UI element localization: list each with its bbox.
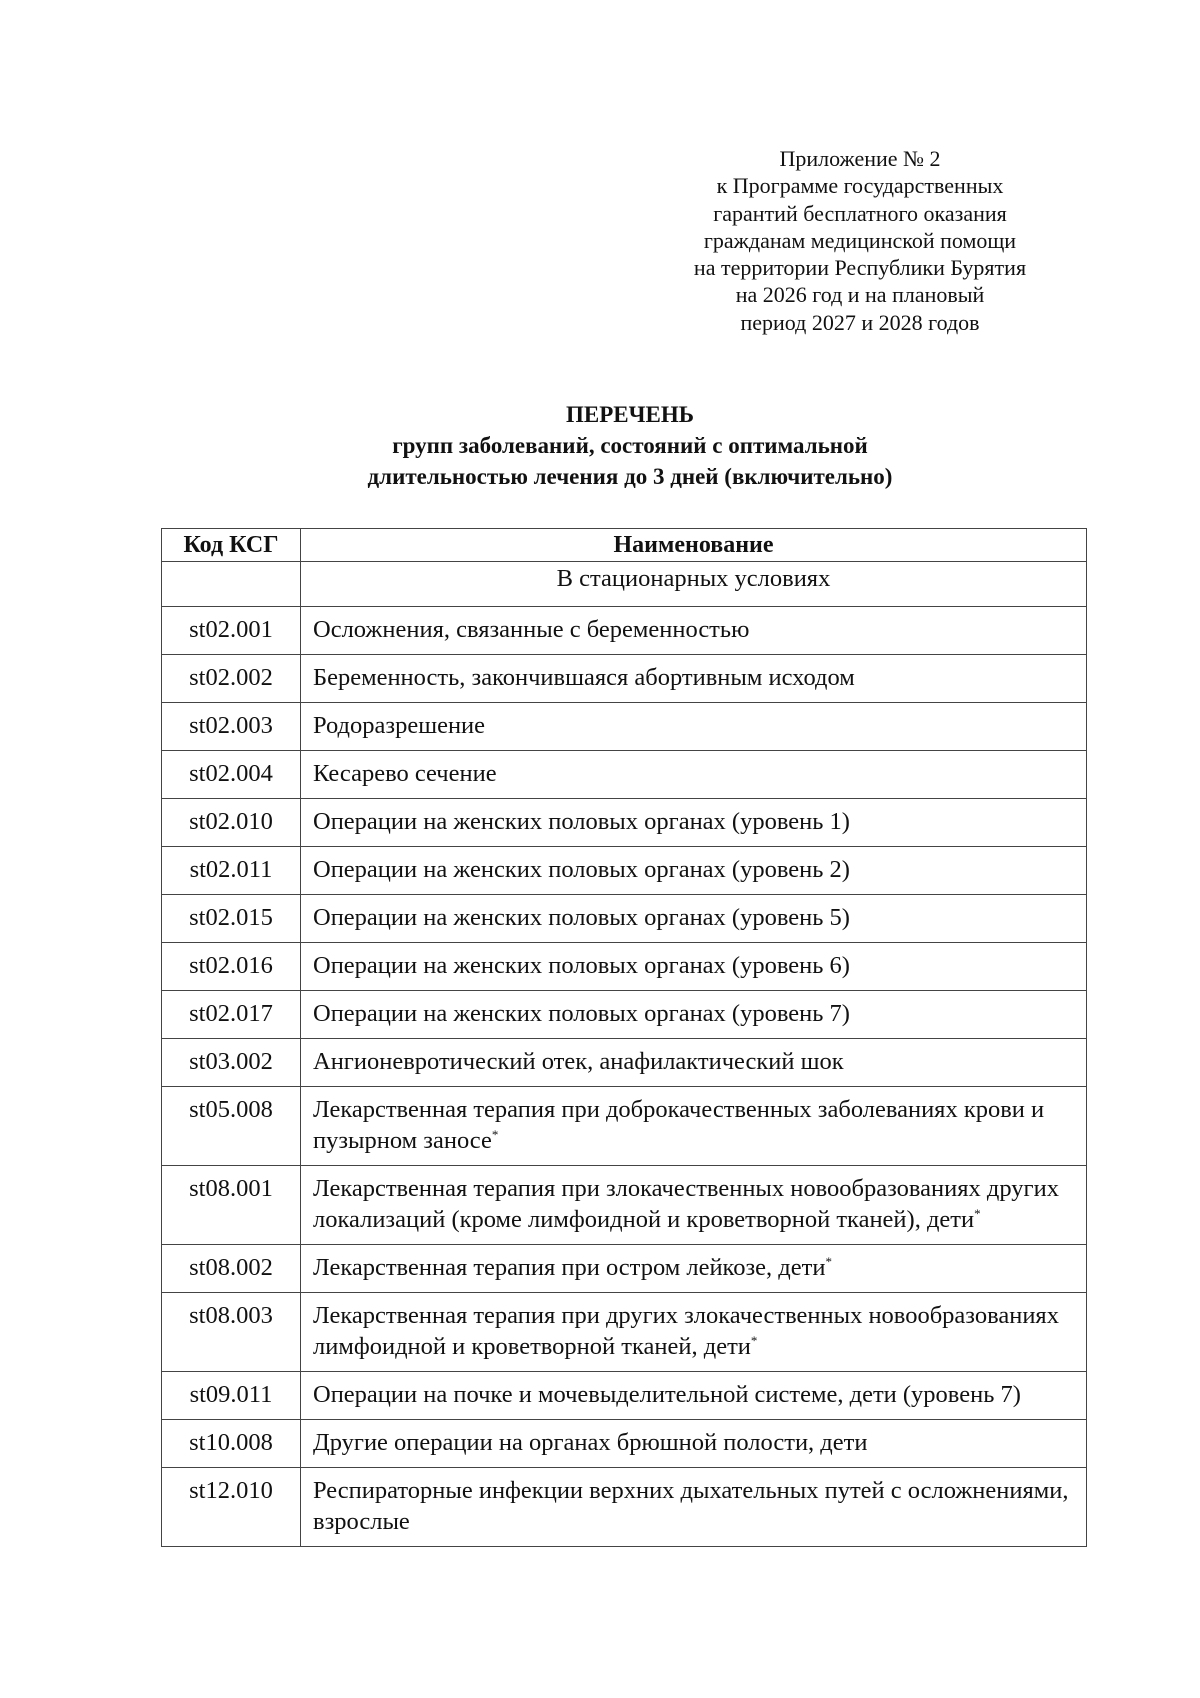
table-row — [162, 1039, 1087, 1087]
table-row — [162, 1166, 1087, 1245]
section-empty-cell — [162, 562, 301, 607]
table-header-row — [162, 529, 1087, 562]
ksg-name: Операции на женских половых органах (уровень 6) — [301, 943, 1087, 991]
ksg-name: Осложнения, связанные с беременностью — [301, 607, 1087, 655]
section-row — [162, 562, 1087, 607]
appendix-line: гражданам медицинской помощи — [703, 227, 1017, 253]
ksg-code: st12.010 — [162, 1468, 301, 1547]
section-title: В стационарных условиях — [301, 562, 1087, 607]
ksg-name: Кесарево сечение — [301, 751, 1087, 799]
ksg-name: Беременность, закончившаяся абортивным исходом — [301, 655, 1087, 703]
appendix-line: Приложение № 2 — [779, 146, 941, 171]
table-row — [162, 895, 1087, 943]
ksg-name-cell — [301, 1166, 1087, 1245]
footnote-mark: * — [491, 1126, 499, 1142]
ksg-name: Операции на женских половых органах (уровень 2) — [301, 847, 1087, 895]
ksg-name: Лекарственная терапия при доброкачественных заболеваниях крови и пузырном заносе — [313, 1096, 1045, 1154]
ksg-name: Лекарственная терапия при других злокачественных новообразованиях лимфоидной и кроветворной тканей, дети — [313, 1302, 1059, 1360]
ksg-name: Операции на почке и мочевыделительной системе, дети (уровень 7) — [301, 1372, 1087, 1420]
ksg-code: st08.003 — [162, 1293, 301, 1372]
ksg-code: st02.001 — [162, 607, 301, 655]
ksg-name: Родоразрешение — [301, 703, 1087, 751]
ksg-code: st02.010 — [162, 799, 301, 847]
ksg-name: Другие операции на органах брюшной полости, дети — [301, 1420, 1087, 1468]
ksg-name: Лекарственная терапия при злокачественных новообразованиях других локализаций (кроме лимфоидной и кроветворной тканей), дети — [313, 1175, 1059, 1233]
ksg-table — [161, 528, 1087, 1547]
ksg-name: Операции на женских половых органах (уровень 5) — [301, 895, 1087, 943]
footnote-mark: * — [825, 1253, 832, 1269]
ksg-name: Респираторные инфекции верхних дыхательных путей с осложнениями, взрослые — [301, 1468, 1087, 1547]
header-name: Наименование — [301, 529, 1087, 562]
appendix-line: гарантий бесплатного оказания — [713, 200, 1007, 226]
ksg-code: st03.002 — [162, 1039, 301, 1087]
table-row — [162, 1372, 1087, 1420]
appendix-line: к Программе государственных — [716, 173, 1004, 199]
table-row — [162, 751, 1087, 799]
title-heading: ПЕРЕЧЕНЬ — [566, 402, 694, 427]
ksg-code: st10.008 — [162, 1420, 301, 1468]
ksg-name: Ангионевротический отек, анафилактический шок — [301, 1039, 1087, 1087]
appendix-block — [655, 145, 1065, 336]
table-row — [162, 607, 1087, 655]
ksg-code: st02.011 — [162, 847, 301, 895]
ksg-name-cell — [301, 1245, 1087, 1293]
footnote-mark: * — [974, 1205, 981, 1221]
document-title — [200, 399, 1060, 492]
ksg-code: st02.003 — [162, 703, 301, 751]
ksg-code: st05.008 — [162, 1087, 301, 1166]
table-row — [162, 1245, 1087, 1293]
table-row — [162, 991, 1087, 1039]
header-code: Код КСГ — [162, 529, 301, 562]
table-row — [162, 703, 1087, 751]
ksg-code: st08.001 — [162, 1166, 301, 1245]
ksg-name: Операции на женских половых органах (уровень 1) — [301, 799, 1087, 847]
ksg-code: st02.015 — [162, 895, 301, 943]
table-row — [162, 655, 1087, 703]
title-line: групп заболеваний, состояний с оптимальной — [392, 433, 868, 458]
ksg-code: st09.011 — [162, 1372, 301, 1420]
ksg-name: Операции на женских половых органах (уровень 7) — [301, 991, 1087, 1039]
table-row — [162, 1293, 1087, 1372]
ksg-name-cell — [301, 1293, 1087, 1372]
table-row — [162, 943, 1087, 991]
table-row — [162, 847, 1087, 895]
table-row — [162, 1468, 1087, 1547]
appendix-line: период 2027 и 2028 годов — [740, 309, 980, 335]
ksg-name-cell — [301, 1087, 1087, 1166]
table-row — [162, 1420, 1087, 1468]
ksg-name: Лекарственная терапия при остром лейкозе, дети — [313, 1254, 826, 1281]
title-line: длительностью лечения до 3 дней (включительно) — [367, 464, 893, 489]
ksg-code: st02.004 — [162, 751, 301, 799]
ksg-code: st02.017 — [162, 991, 301, 1039]
ksg-code: st08.002 — [162, 1245, 301, 1293]
ksg-code: st02.016 — [162, 943, 301, 991]
appendix-line: на территории Республики Бурятия — [693, 255, 1027, 281]
appendix-line: на 2026 год и на плановый — [735, 282, 985, 308]
table-row — [162, 1087, 1087, 1166]
footnote-mark: * — [750, 1332, 758, 1348]
table-row — [162, 799, 1087, 847]
ksg-code: st02.002 — [162, 655, 301, 703]
